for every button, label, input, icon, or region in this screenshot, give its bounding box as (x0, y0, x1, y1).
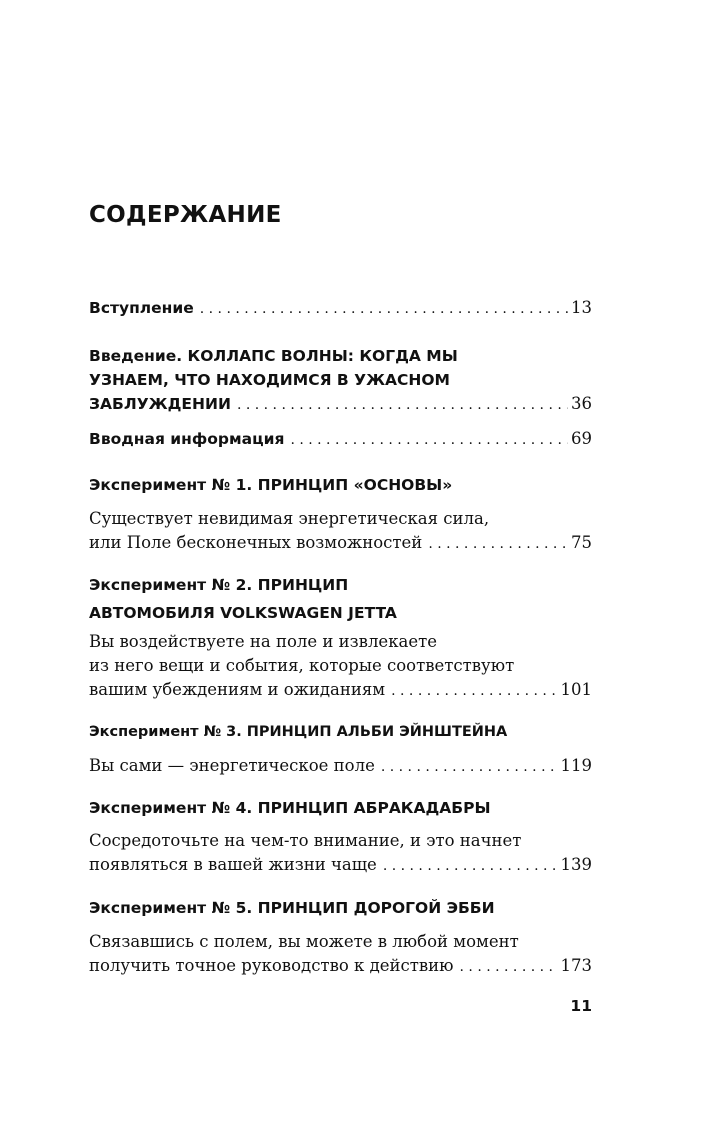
toc-entry-experiment-5[interactable] (89, 896, 592, 920)
page-number: 11 (570, 997, 592, 1015)
dot-leader (428, 532, 568, 556)
toc-description-line: Связавшись с полем, вы можете в любой момент (89, 932, 519, 951)
toc-description-line: получить точное руководство к действию (89, 956, 454, 975)
toc-entry-intro[interactable] (89, 344, 592, 416)
toc-page-number: 119 (560, 756, 592, 775)
dot-leader (391, 679, 557, 703)
toc-entry-title: ЗАБЛУЖДЕНИИ (89, 395, 231, 413)
toc-page-number: 101 (560, 680, 592, 699)
toc-description-line: или Поле бесконечных возможностей (89, 533, 423, 552)
toc-entry-experiment-4-description[interactable] (89, 829, 592, 877)
toc-entry-experiment-2[interactable] (89, 570, 592, 625)
toc-description-line: вашим убеждениям и ожиданиям (89, 680, 386, 699)
toc-section-heading: Эксперимент № 5. ПРИНЦИП ДОРОГОЙ ЭББИ (89, 899, 495, 917)
toc-entry-info[interactable] (89, 427, 592, 451)
toc-entry-experiment-2-description[interactable] (89, 630, 592, 702)
toc-page-number: 173 (560, 956, 592, 975)
toc-entry-preface[interactable] (89, 296, 592, 320)
toc-description-line: появляться в вашей жизни чаще (89, 855, 377, 874)
dot-leader (290, 428, 568, 452)
toc-entry-experiment-3-description[interactable] (89, 754, 592, 778)
toc-page-number: 75 (571, 533, 592, 552)
dot-leader (381, 755, 558, 779)
toc-description-line: Сосредоточьте на чем-то внимание, и это начнет (89, 831, 522, 850)
toc-section-heading: АВТОМОБИЛЯ VOLKSWAGEN JETTA (89, 604, 397, 622)
toc-entry-experiment-1-description[interactable] (89, 507, 592, 555)
toc-entry-title: УЗНАЕМ, ЧТО НАХОДИМСЯ В УЖАСНОМ (89, 371, 450, 389)
dot-leader (237, 393, 568, 417)
toc-section-heading: Эксперимент № 1. ПРИНЦИП «ОСНОВЫ» (89, 476, 453, 494)
toc-entry-title: Вступление (89, 299, 194, 317)
toc-page-number: 13 (571, 298, 592, 317)
toc-entry-experiment-3[interactable] (89, 720, 592, 744)
toc-description-line: Вы сами — энергетическое поле (89, 756, 375, 775)
toc-section-heading: Эксперимент № 2. ПРИНЦИП (89, 576, 349, 594)
toc-entry-title: Введение. КОЛЛАПС ВОЛНЫ: КОГДА МЫ (89, 347, 458, 365)
toc-section-heading: Эксперимент № 4. ПРИНЦИП АБРАКАДАБРЫ (89, 799, 491, 817)
toc-entry-experiment-1[interactable] (89, 473, 592, 497)
toc-page-number: 139 (560, 855, 592, 874)
toc-section-heading: Эксперимент № 3. ПРИНЦИП АЛЬБИ ЭЙНШТЕЙНА (89, 724, 508, 740)
toc-page-number: 69 (571, 429, 592, 448)
toc-entry-experiment-4[interactable] (89, 796, 592, 820)
dot-leader (200, 297, 568, 321)
toc-description-line: Существует невидимая энергетическая сила, (89, 509, 490, 528)
toc-entry-experiment-5-description[interactable] (89, 930, 592, 978)
toc-description-line: из него вещи и события, которые соответствуют (89, 656, 515, 675)
dot-leader (383, 854, 558, 878)
toc-description-line: Вы воздействуете на поле и извлекаете (89, 632, 437, 651)
dot-leader (460, 955, 558, 979)
toc-entry-title: Вводная информация (89, 430, 285, 448)
toc-page-number: 36 (571, 394, 592, 413)
page-title: СОДЕРЖАНИЕ (89, 202, 282, 228)
